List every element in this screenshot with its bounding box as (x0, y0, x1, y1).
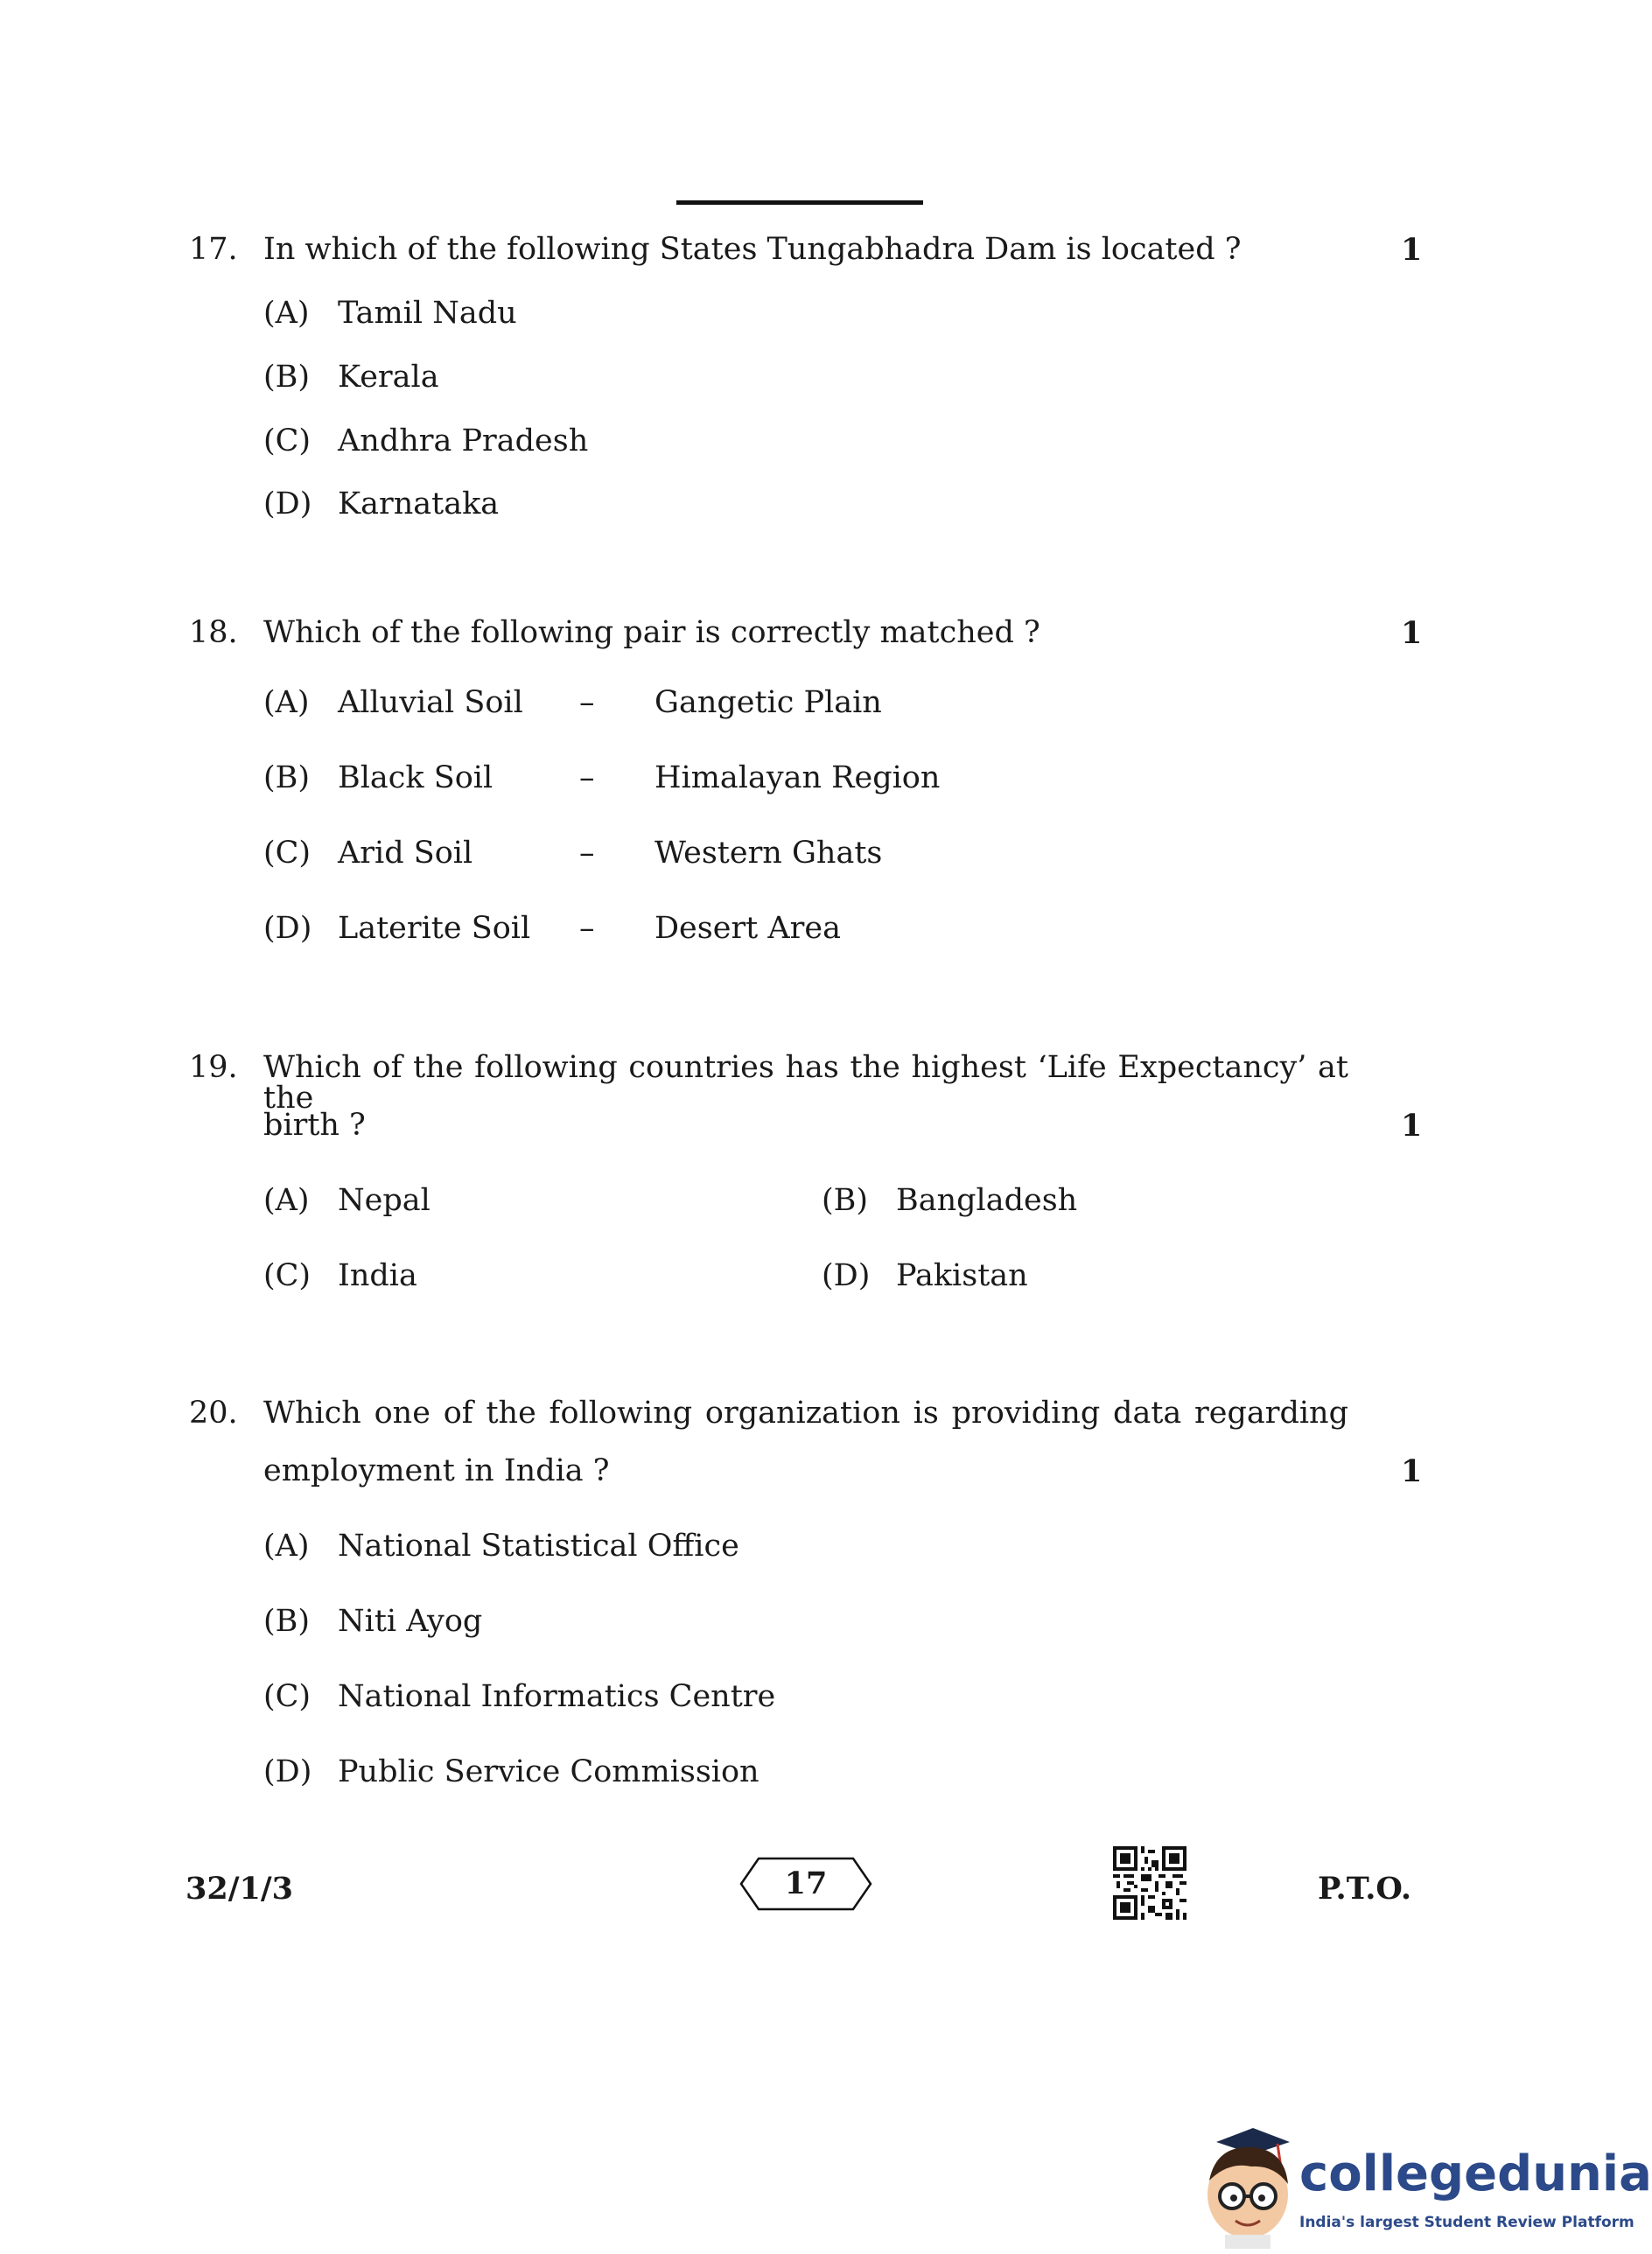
match-left: Arid Soil (338, 836, 473, 871)
page-number-badge (739, 1857, 872, 1911)
option-label: (D) (263, 1754, 312, 1789)
student-mascot-logo-icon (1190, 2126, 1295, 2249)
option-label: (D) (822, 1258, 871, 1293)
option-label: (B) (263, 1604, 311, 1639)
collegedunia-watermark (1190, 2126, 1652, 2249)
question-marks: 1 (1401, 232, 1423, 268)
please-turn-over: P.T.O. (1318, 1871, 1412, 1907)
match-dash: – (579, 836, 595, 871)
option-label: (B) (822, 1183, 869, 1218)
brand-tagline: India's largest Student Review Platform (1299, 2214, 1634, 2231)
match-dash: – (579, 911, 595, 946)
option-label: (A) (263, 685, 310, 720)
option-label: (A) (263, 296, 310, 331)
option-label: (C) (263, 836, 312, 871)
question-number: 17. (189, 232, 238, 267)
option-text: Tamil Nadu (338, 296, 517, 331)
option-text: Bangladesh (896, 1183, 1078, 1218)
option-label: (B) (263, 360, 311, 395)
option-text: Karnataka (338, 486, 500, 522)
question-marks: 1 (1401, 1453, 1423, 1489)
question-text: In which of the following States Tungabhadra Dam is located ? (263, 232, 1242, 267)
question-text-line2: employment in India ? (263, 1453, 610, 1488)
question-marks: 1 (1401, 615, 1423, 651)
option-text: Nepal (338, 1183, 430, 1218)
question-marks: 1 (1401, 1108, 1423, 1144)
page-number: 17 (784, 1866, 828, 1901)
option-text: Public Service Commission (338, 1754, 760, 1789)
qr-code-icon (1113, 1846, 1186, 1920)
brand-name: collegedunia (1299, 2146, 1652, 2202)
option-label: (B) (263, 760, 311, 795)
match-left: Alluvial Soil (338, 685, 523, 720)
question-number: 18. (189, 615, 238, 650)
match-right: Gangetic Plain (654, 685, 882, 720)
question-text-line1: Which of the following countries has the highest ‘Life Expectancy’ at the (263, 1050, 1348, 1116)
option-label: (C) (263, 424, 312, 458)
top-rule (676, 200, 923, 205)
match-right: Desert Area (654, 911, 841, 946)
question-number: 20. (189, 1396, 238, 1431)
question-text: Which of the following pair is correctly matched ? (263, 615, 1040, 650)
option-text: Pakistan (896, 1258, 1028, 1293)
option-label: (D) (263, 486, 312, 522)
option-text: National Statistical Office (338, 1529, 739, 1564)
option-text: National Informatics Centre (338, 1679, 776, 1714)
option-text: Andhra Pradesh (338, 424, 589, 458)
option-label: (A) (263, 1529, 310, 1564)
option-label: (C) (263, 1258, 312, 1293)
question-text-line2: birth ? (263, 1108, 366, 1143)
match-right: Western Ghats (654, 836, 883, 871)
match-left: Black Soil (338, 760, 494, 795)
option-text: Kerala (338, 360, 439, 395)
question-number: 19. (189, 1050, 238, 1085)
paper-code: 32/1/3 (186, 1871, 293, 1907)
question-text-line1: Which one of the following organization is providing data regarding (263, 1396, 1348, 1431)
match-dash: – (579, 685, 595, 720)
option-text: Niti Ayog (338, 1604, 483, 1639)
option-label: (D) (263, 911, 312, 946)
option-label: (A) (263, 1183, 310, 1218)
match-left: Laterite Soil (338, 911, 531, 946)
match-dash: – (579, 760, 595, 795)
match-right: Himalayan Region (654, 760, 941, 795)
option-text: India (338, 1258, 417, 1293)
option-label: (C) (263, 1679, 312, 1714)
